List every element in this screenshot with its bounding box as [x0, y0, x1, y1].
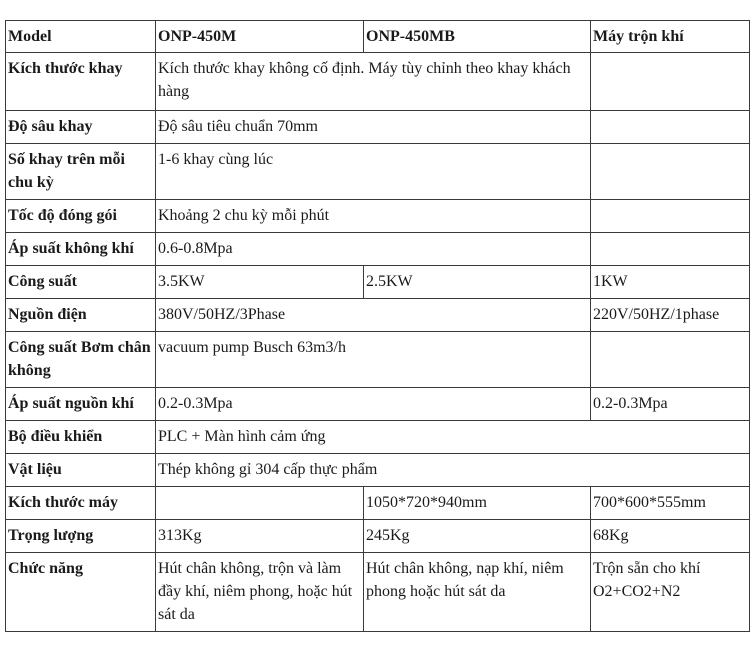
header-onp-450m: ONP-450M [156, 21, 364, 53]
row-value: 0.2-0.3Mpa [591, 388, 750, 421]
row-value: 313Kg [156, 520, 364, 553]
row-value [591, 53, 750, 111]
row-value [591, 111, 750, 144]
row-value: vacuum pump Busch 63m3/h [156, 332, 591, 388]
table-row [6, 487, 750, 520]
row-value: 1KW [591, 266, 750, 299]
row-value: PLC + Màn hình cảm ứng [156, 421, 750, 454]
row-value: Thép không gỉ 304 cấp thực phẩm [156, 454, 750, 487]
row-label: Độ sâu khay [6, 111, 156, 144]
row-value: 700*600*555mm [591, 487, 750, 520]
header-model: Model [6, 21, 156, 53]
row-label: Bộ điều khiển [6, 421, 156, 454]
row-value [591, 233, 750, 266]
table-header-row [6, 21, 750, 53]
row-label: Chức năng [6, 553, 156, 632]
table-row [6, 332, 750, 388]
row-value: 220V/50HZ/1phase [591, 299, 750, 332]
row-value: 0.2-0.3Mpa [156, 388, 591, 421]
table-row [6, 53, 750, 111]
table-row [6, 111, 750, 144]
row-value: 380V/50HZ/3Phase [156, 299, 591, 332]
header-onp-450mb: ONP-450MB [364, 21, 591, 53]
row-label: Nguồn điện [6, 299, 156, 332]
row-value: 0.6-0.8Mpa [156, 233, 591, 266]
row-label: Trọng lượng [6, 520, 156, 553]
row-label: Áp suất không khí [6, 233, 156, 266]
table-row [6, 520, 750, 553]
table-row [6, 144, 750, 200]
table-row [6, 233, 750, 266]
row-value: Hút chân không, trộn và làm đầy khí, niêm phong, hoặc hút sát da [156, 553, 364, 632]
row-value: 68Kg [591, 520, 750, 553]
spec-table [5, 20, 750, 632]
row-value [156, 487, 364, 520]
row-value: Độ sâu tiêu chuẩn 70mm [156, 111, 591, 144]
row-label: Công suất Bơm chân không [6, 332, 156, 388]
row-value: 3.5KW [156, 266, 364, 299]
row-value: 1-6 khay cùng lúc [156, 144, 591, 200]
table-row [6, 299, 750, 332]
row-label: Áp suất nguồn khí [6, 388, 156, 421]
row-value: Kích thước khay không cố định. Máy tùy chỉnh theo khay khách hàng [156, 53, 591, 111]
row-value: Khoảng 2 chu kỳ mỗi phút [156, 200, 591, 233]
row-value: 245Kg [364, 520, 591, 553]
row-value [591, 332, 750, 388]
table-row [6, 200, 750, 233]
row-label: Số khay trên mỗi chu kỳ [6, 144, 156, 200]
table-row [6, 388, 750, 421]
row-value: Trộn sẵn cho khí O2+CO2+N2 [591, 553, 750, 632]
row-value [591, 144, 750, 200]
table-row [6, 454, 750, 487]
row-value: Hút chân không, nạp khí, niêm phong hoặc hút sát da [364, 553, 591, 632]
row-label: Công suất [6, 266, 156, 299]
row-label: Vật liệu [6, 454, 156, 487]
row-label: Kích thước máy [6, 487, 156, 520]
table-row [6, 553, 750, 632]
row-value [591, 200, 750, 233]
table-row [6, 421, 750, 454]
row-label: Kích thước khay [6, 53, 156, 111]
row-value: 1050*720*940mm [364, 487, 591, 520]
row-value: 2.5KW [364, 266, 591, 299]
table-row [6, 266, 750, 299]
header-gas-mixer: Máy trộn khí [591, 21, 750, 53]
row-label: Tốc độ đóng gói [6, 200, 156, 233]
